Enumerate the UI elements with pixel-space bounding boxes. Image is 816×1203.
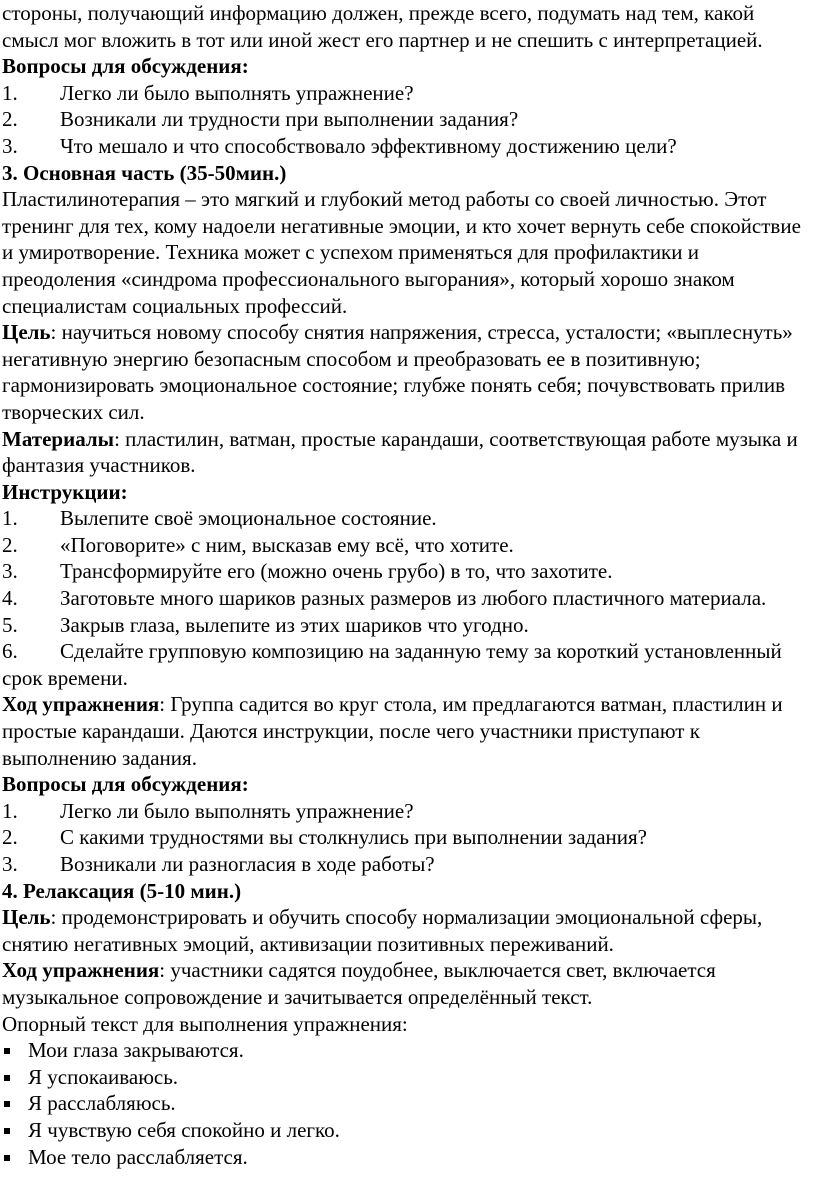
list-item: 6. Сделайте групповую композицию на заданную тему за короткий установленный срок времени. bbox=[2, 639, 782, 690]
progress-paragraph: Ход упражнения: Группа садится во круг стола, им предлагаются ватман, пластилин и простые карандаши. Даются инструкции, после чего участники приступают к выполнению задания. bbox=[2, 692, 783, 770]
bullet-item: Я расслабляюсь. bbox=[2, 1090, 812, 1117]
list-item: 1. Легко ли было выполнять упражнение? bbox=[2, 798, 414, 823]
relax-goal-paragraph: Цель: продемонстрировать и обучить способу нормализации эмоциональной сферы, снятию негативных эмоций, активизации позитивных переживаний. bbox=[2, 905, 763, 956]
intro-paragraph: стороны, получающий информацию должен, прежде всего, подумать над тем, какой смысл мог вложить в тот или иной жест его партнер и не спешить с интерпретацией. bbox=[2, 1, 763, 52]
list-item: 3. Возникали ли разногласия в ходе работы? bbox=[2, 852, 435, 876]
bullet-item: Мое тело расслабляется. bbox=[2, 1144, 812, 1171]
materials-paragraph: Материалы: пластилин, ватман, простые карандаши, соответствующая работе музыка и фантазия участников. bbox=[2, 426, 798, 478]
bullet-square-icon bbox=[2, 1144, 28, 1171]
section-heading-main: 3. Основная часть (35-50мин.) bbox=[2, 160, 287, 185]
relax-progress-paragraph: Ход упражнения: участники садятся поудобнее, выключается свет, включается музыкальное сопровождение и зачитывается определённый текст. bbox=[2, 958, 716, 1009]
bullet-square-icon bbox=[2, 1090, 28, 1117]
list-item: 5. Закрыв глаза, вылепите из этих шариков что угодно. bbox=[2, 612, 529, 637]
goal-paragraph: Цель: научиться новому способу снятия напряжения, стресса, усталости; «выплеснуть» негативную энергию безопасным способом и преобразовать ее в позитивную; гармонизировать эмоциональное состояние; глубже понять себя; почувствовать прилив творческих сил. bbox=[2, 320, 793, 424]
support-text-intro: Опорный текст для выполнения упражнения: bbox=[2, 1011, 408, 1036]
bullet-square-icon bbox=[2, 1117, 28, 1144]
main-paragraph: Пластилинотерапия – это мягкий и глубокий метод работы со своей личностью. Этот тренинг для тех, кому надоели негативные эмоции, и кто хочет вернуть себе спокойствие и умиротворение. Техника может с успехом применяться для профилактики и преодоления «синдрома профессионального выгорания», который хорошо знаком специалистам социальных профессий. bbox=[2, 187, 801, 318]
list-item: 1. Легко ли было выполнять упражнение? bbox=[2, 80, 414, 105]
list-item: 2. «Поговорите» с ним, высказав ему всё, что хотите. bbox=[2, 532, 514, 557]
list-item: 1. Вылепите своё эмоциональное состояние. bbox=[2, 506, 437, 531]
bullet-item: Я чувствую себя спокойно и легко. bbox=[2, 1117, 812, 1144]
discussion-heading-2: Вопросы для обсуждения: bbox=[2, 772, 249, 797]
list-item: 2. С какими трудностями вы столкнулись при выполнении задания? bbox=[2, 825, 647, 850]
bullet-square-icon bbox=[2, 1037, 28, 1064]
discussion-heading-1: Вопросы для обсуждения: bbox=[2, 54, 249, 79]
list-item: 3. Трансформируйте его (можно очень грубо) в то, что захотите. bbox=[2, 559, 613, 584]
list-item: 3. Что мешало и что способствовало эффективному достижению цели? bbox=[2, 133, 677, 158]
list-item: 2. Возникали ли трудности при выполнении задания? bbox=[2, 107, 519, 132]
bullet-item: Мои глаза закрываются. bbox=[2, 1037, 812, 1064]
bullet-item: Я успокаиваюсь. bbox=[2, 1064, 812, 1091]
bullet-square-icon bbox=[2, 1064, 28, 1091]
list-item: 4. Заготовьте много шариков разных размеров из любого пластичного материала. bbox=[2, 586, 767, 611]
instructions-heading: Инструкции: bbox=[2, 479, 128, 504]
section-heading-relax: 4. Релаксация (5-10 мин.) bbox=[2, 878, 242, 903]
